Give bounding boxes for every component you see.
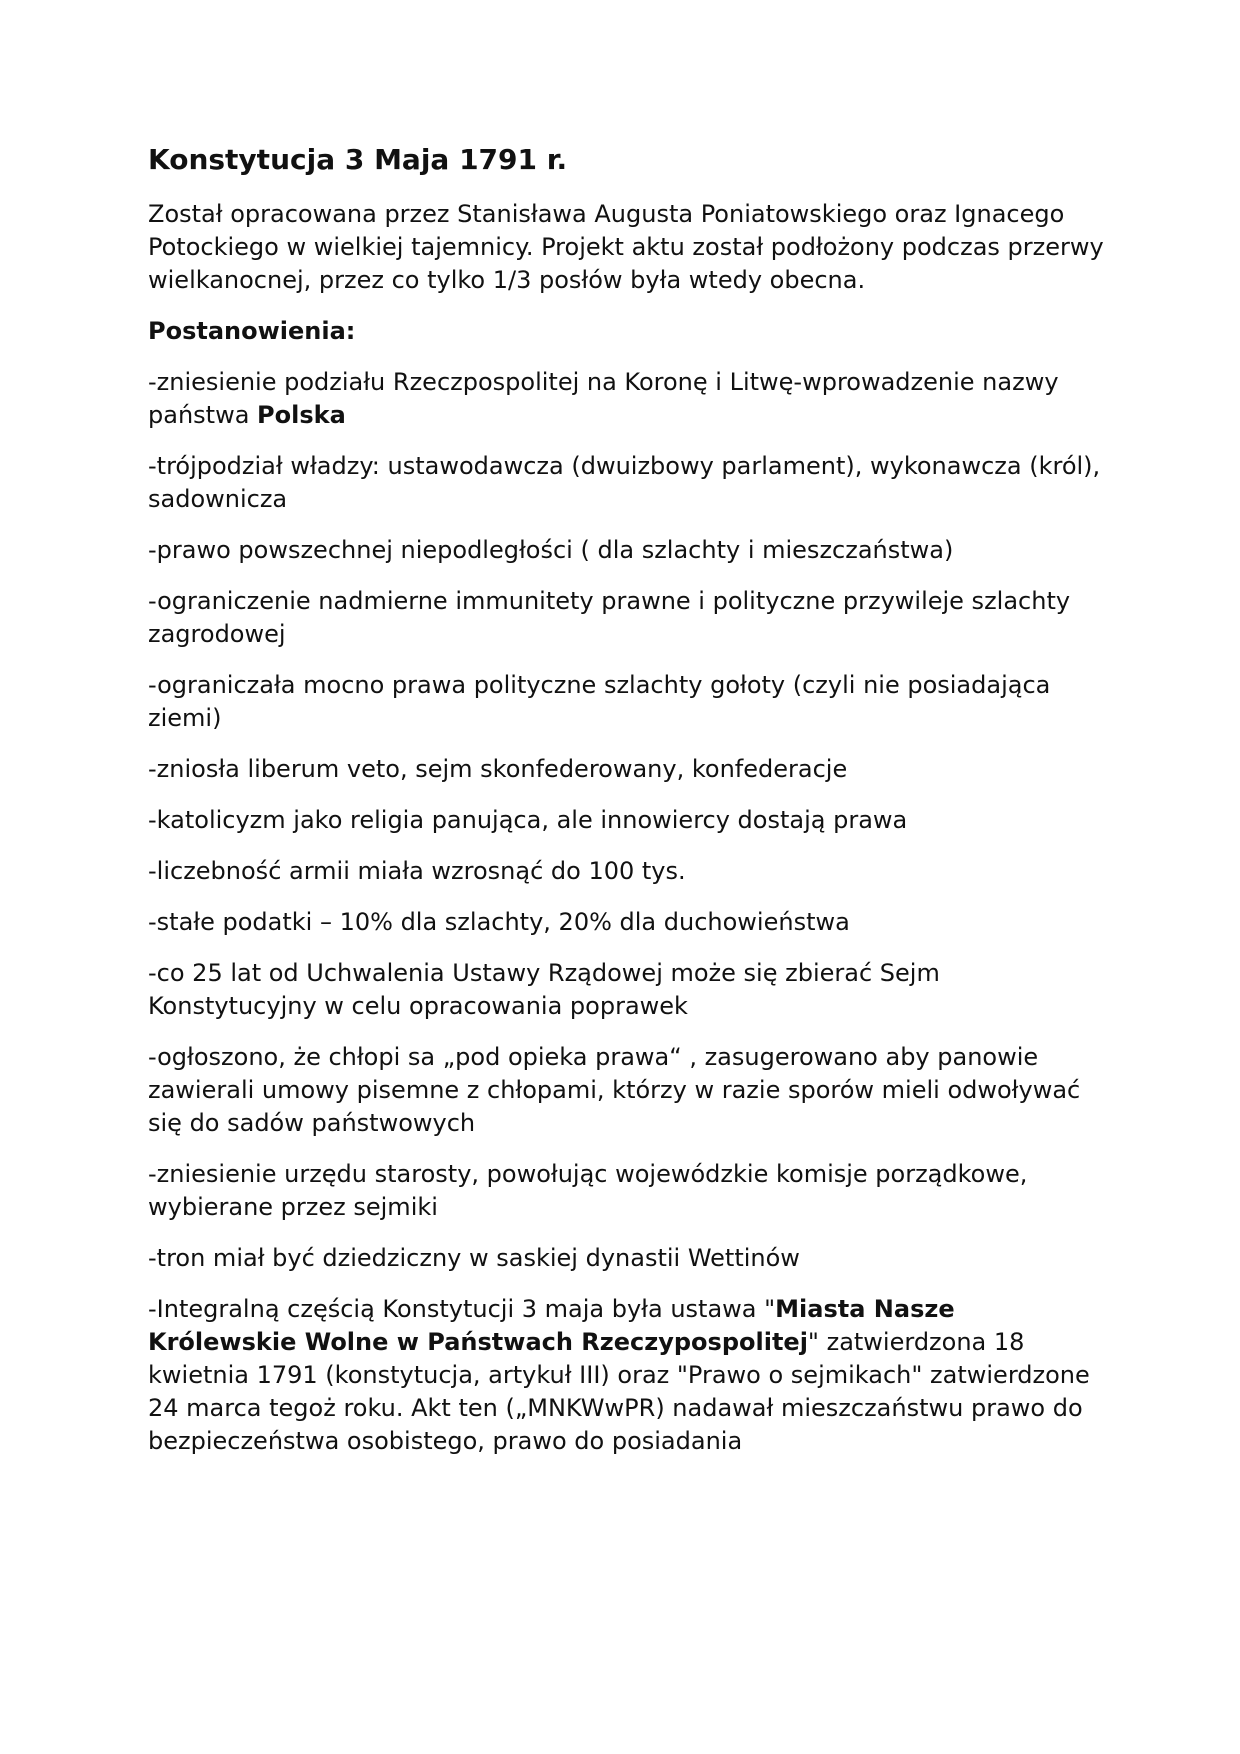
list-item: -stałe podatki – 10% dla szlachty, 20% dla duchowieństwa [148,908,850,936]
list-item: -trójpodział władzy: ustawodawcza (dwuizbowy parlament), wykonawcza (król), sadownicza [148,452,1101,513]
list-item: -zniosła liberum veto, sejm skonfederowany, konfederacje [148,755,848,783]
list-item: -liczebność armii miała wzrosnąć do 100 tys. [148,857,686,885]
item-bold-text: Miasta Nasze Królewskie Wolne w Państwach Rzeczypospolitej [148,1295,955,1356]
list-item: -co 25 lat od Uchwalenia Ustawy Rządowej może się zbierać Sejm Konstytucyjny w celu opracowania poprawek [148,959,940,1020]
intro-paragraph: Został opracowana przez Stanisława Augusta Poniatowskiego oraz Ignacego Potockiego w wielkiej tajemnicy. Projekt aktu został podłożony podczas przerwy wielkanocnej, przez co tylko 1/3 posłów była wtedy obecna. [148,200,1104,294]
item-text: -Integralną częścią Konstytucji 3 maja była ustawa " [148,1295,776,1323]
list-item: -zniesienie urzędu starosty, powołując wojewódzkie komisje porządkowe, wybierane przez sejmiki [148,1160,1028,1221]
item-text: " zatwierdzona 18 kwietnia 1791 (konstytucja, artykuł III) oraz "Prawo o sejmikach" zatwierdzone 24 marca tegoż roku. Akt ten („MNKWwPR) nadawał mieszczaństwu prawo do bezpieczeństwa osobistego, prawo do posiadania [148,1328,1090,1455]
item-bold-text: Polska [257,401,346,429]
list-item: -ograniczała mocno prawa polityczne szlachty gołoty (czyli nie posiadająca ziemi) [148,671,1051,732]
document-page [148,140,1108,1476]
list-item: -ogłoszono, że chłopi sa „pod opieka prawa“ , zasugerowano aby panowie zawierali umowy pisemne z chłopami, którzy w razie sporów mieli odwoływać się do sadów państwowych [148,1043,1081,1137]
item-text: -zniesienie podziału Rzeczpospolitej na Koronę i Litwę-wprowadzenie nazwy państwa [148,368,1059,429]
list-item: -katolicyzm jako religia panująca, ale innowiercy dostają prawa [148,806,908,834]
section-heading: Postanowienia: [148,317,356,345]
list-item [148,366,1108,432]
list-item: -tron miał być dziedziczny w saskiej dynastii Wettinów [148,1244,800,1272]
list-item [148,1293,1108,1458]
list-item: -ograniczenie nadmierne immunitety prawne i polityczne przywileje szlachty zagrodowej [148,587,1071,648]
page-title: Konstytucja 3 Maja 1791 r. [148,143,568,176]
list-item: -prawo powszechnej niepodległości ( dla szlachty i mieszczaństwa) [148,536,954,564]
